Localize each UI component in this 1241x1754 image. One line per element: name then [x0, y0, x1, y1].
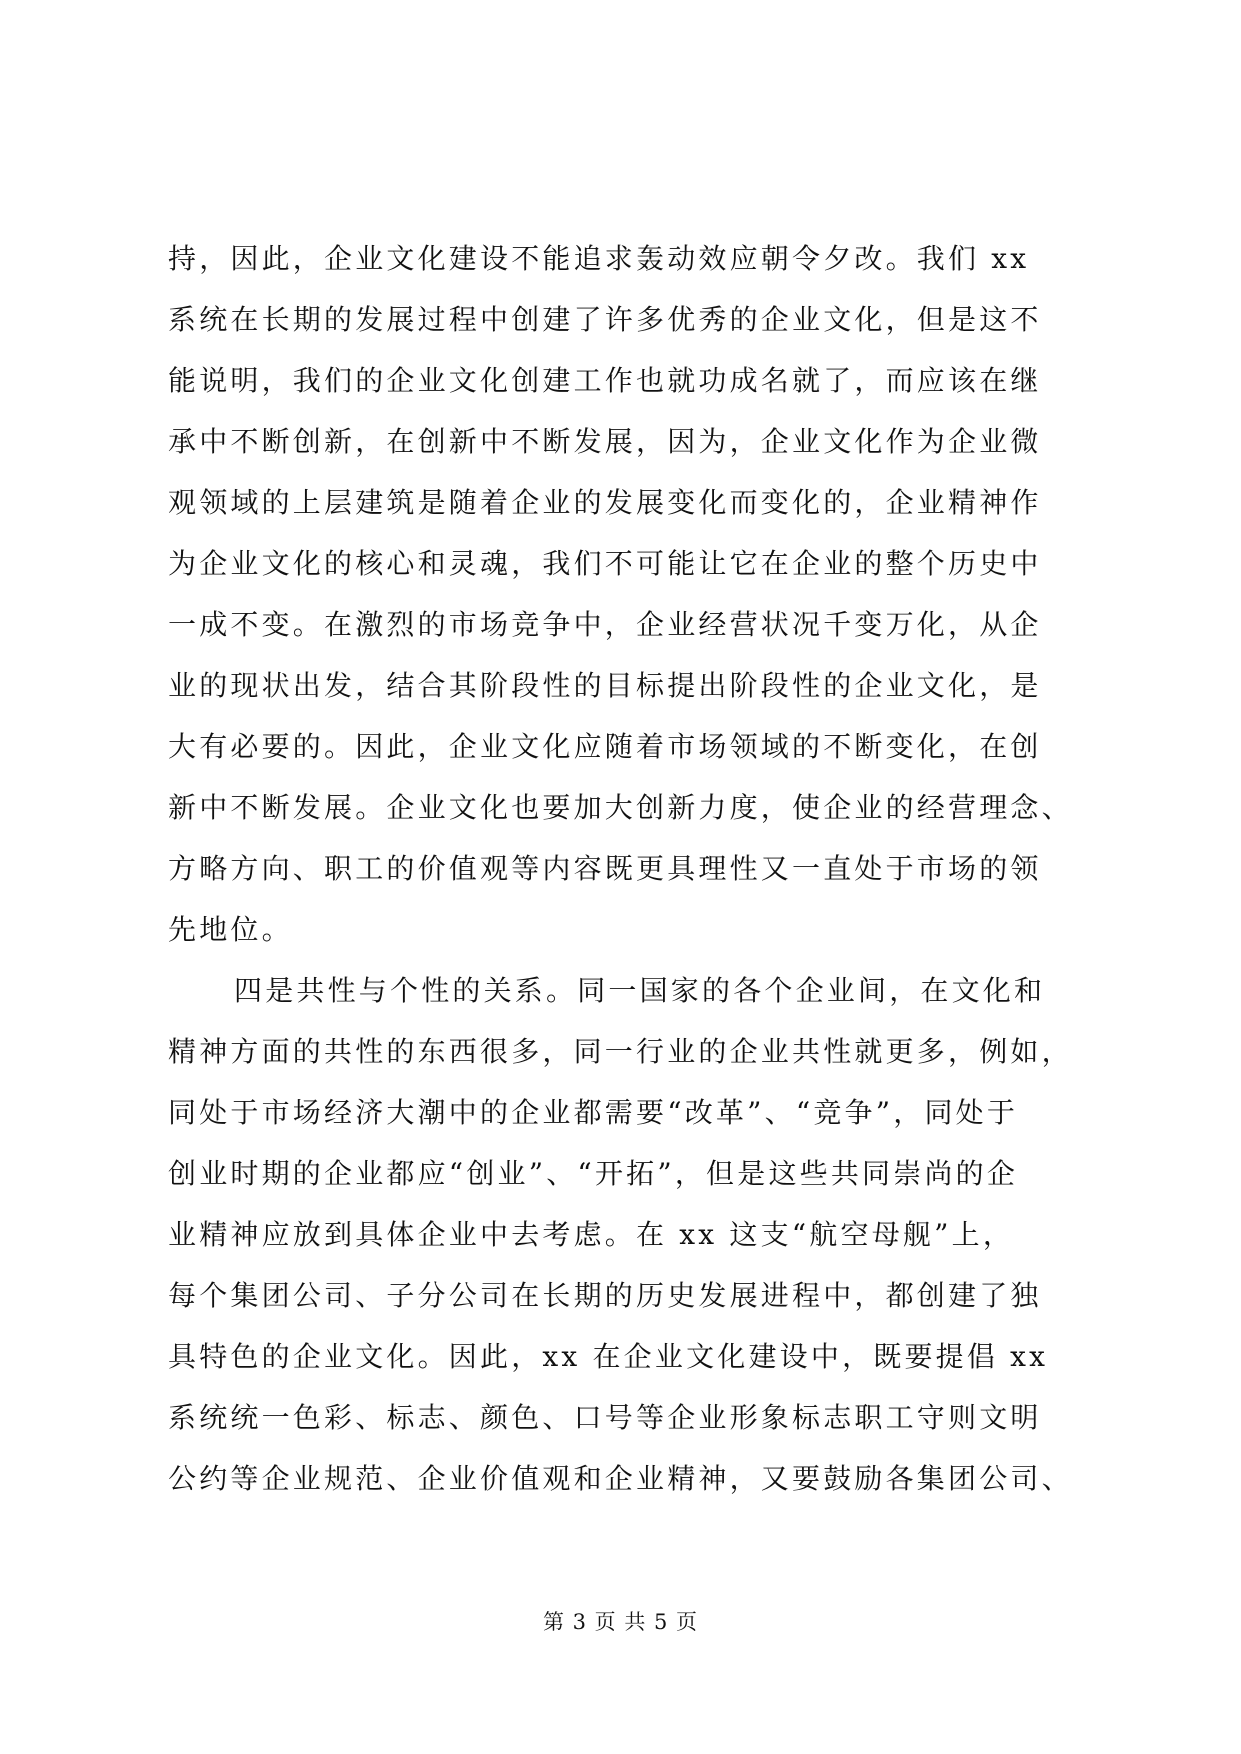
text-line: 承中不断创新，在创新中不断发展，因为，企业文化作为企业微	[168, 425, 1042, 458]
text-line: 公约等企业规范、企业价值观和企业精神，又要鼓励各集团公司、	[168, 1462, 1073, 1495]
text-line: 观领域的上层建筑是随着企业的发展变化而变化的，企业精神作	[168, 486, 1042, 519]
text-line: 具特色的企业文化。因此，xx 在企业文化建设中，既要提倡 xx	[168, 1340, 1049, 1373]
text-line: 新中不断发展。企业文化也要加大创新力度，使企业的经营理念、	[168, 791, 1073, 824]
text-line: 一成不变。在激烈的市场竞争中，企业经营状况千变万化，从企	[168, 608, 1042, 641]
paragraph-start-line: 四是共性与个性的关系。同一国家的各个企业间，在文化和	[234, 974, 1046, 1007]
text-line: 每个集团公司、子分公司在长期的历史发展进程中，都创建了独	[168, 1279, 1042, 1312]
text-line: 业的现状出发，结合其阶段性的目标提出阶段性的企业文化，是	[168, 669, 1042, 702]
text-line: 创业时期的企业都应“创业”、“开拓”，但是这些共同崇尚的企	[168, 1157, 1019, 1190]
text-line: 方略方向、职工的价值观等内容既更具理性又一直处于市场的领	[168, 852, 1042, 885]
text-line: 系统统一色彩、标志、颜色、口号等企业形象标志职工守则文明	[168, 1401, 1042, 1434]
text-line: 业精神应放到具体企业中去考虑。在 xx 这支“航空母舰”上，	[168, 1218, 1015, 1251]
text-line: 系统在长期的发展过程中创建了许多优秀的企业文化，但是这不	[168, 303, 1042, 336]
text-line: 同处于市场经济大潮中的企业都需要“改革”、“竞争”，同处于	[168, 1096, 1019, 1129]
text-line: 为企业文化的核心和灵魂，我们不可能让它在企业的整个历史中	[168, 547, 1042, 580]
page-number-footer: 第 3 页 共 5 页	[542, 1610, 699, 1634]
text-line: 持，因此，企业文化建设不能追求轰动效应朝令夕改。我们 xx	[168, 242, 1030, 275]
text-line: 精神方面的共性的东西很多，同一行业的企业共性就更多，例如，	[168, 1035, 1073, 1068]
body-text	[168, 228, 1088, 1509]
text-line: 能说明，我们的企业文化创建工作也就功成名就了，而应该在继	[168, 364, 1042, 397]
text-line: 先地位。	[168, 913, 293, 946]
text-line: 大有必要的。因此，企业文化应随着市场领域的不断变化，在创	[168, 730, 1042, 763]
